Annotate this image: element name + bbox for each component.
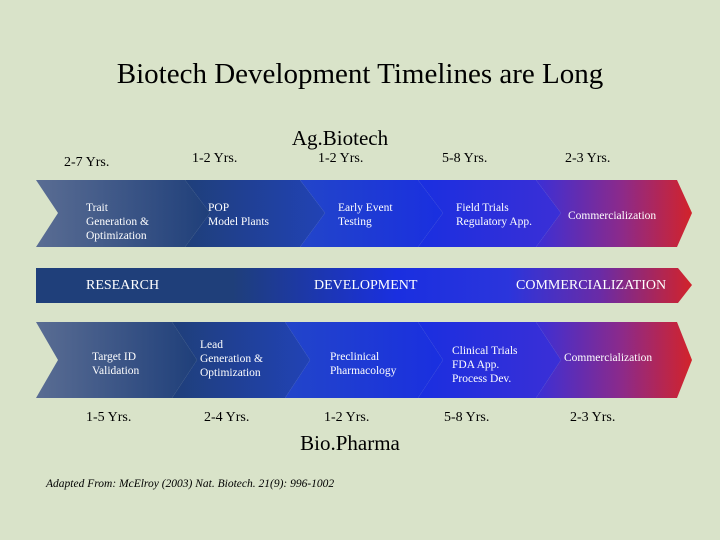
ag-duration-3: 1-2 Yrs. — [318, 151, 364, 166]
ag-stage-label-1: Trait Generation & Optimization — [86, 202, 149, 242]
bp-stage-label-1: Target ID Validation — [92, 351, 140, 377]
phase-research: RESEARCH — [86, 278, 160, 293]
bp-stage-label-2: Lead Generation & Optimization — [200, 339, 263, 379]
bp-stage-label-3: Preclinical Pharmacology — [330, 351, 397, 377]
bp-duration-3: 1-2 Yrs. — [324, 410, 370, 425]
source-citation: Adapted From: McElroy (2003) Nat. Biotech. 21(9): 996-1002 — [46, 478, 335, 490]
phase-commercialization: COMMERCIALIZATION — [516, 278, 667, 293]
slide-title: Biotech Development Timelines are Long — [116, 58, 604, 90]
bp-duration-1: 1-5 Yrs. — [86, 410, 132, 425]
biopharma-label: Bio.Pharma — [300, 431, 400, 455]
ag-stage-label-5: Commercialization — [568, 210, 657, 222]
ag-stage-label-4: Field Trials Regulatory App. — [456, 202, 533, 228]
agbiotech-label: Ag.Biotech — [291, 126, 389, 150]
bp-duration-4: 5-8 Yrs. — [444, 410, 490, 425]
phase-development: DEVELOPMENT — [314, 278, 418, 293]
ag-duration-4: 5-8 Yrs. — [442, 151, 488, 166]
ag-stage-label-2: POP Model Plants — [208, 202, 270, 228]
bp-duration-2: 2-4 Yrs. — [204, 410, 250, 425]
ag-duration-2: 1-2 Yrs. — [192, 151, 238, 166]
ag-stage-label-3: Early Event Testing — [338, 202, 393, 228]
bp-duration-5: 2-3 Yrs. — [570, 410, 616, 425]
bp-stage-label-4: Clinical Trials FDA App. Process Dev. — [452, 345, 518, 385]
ag-duration-1: 2-7 Yrs. — [64, 155, 110, 170]
ag-duration-5: 2-3 Yrs. — [565, 151, 611, 166]
bp-stage-label-5: Commercialization — [564, 352, 653, 364]
